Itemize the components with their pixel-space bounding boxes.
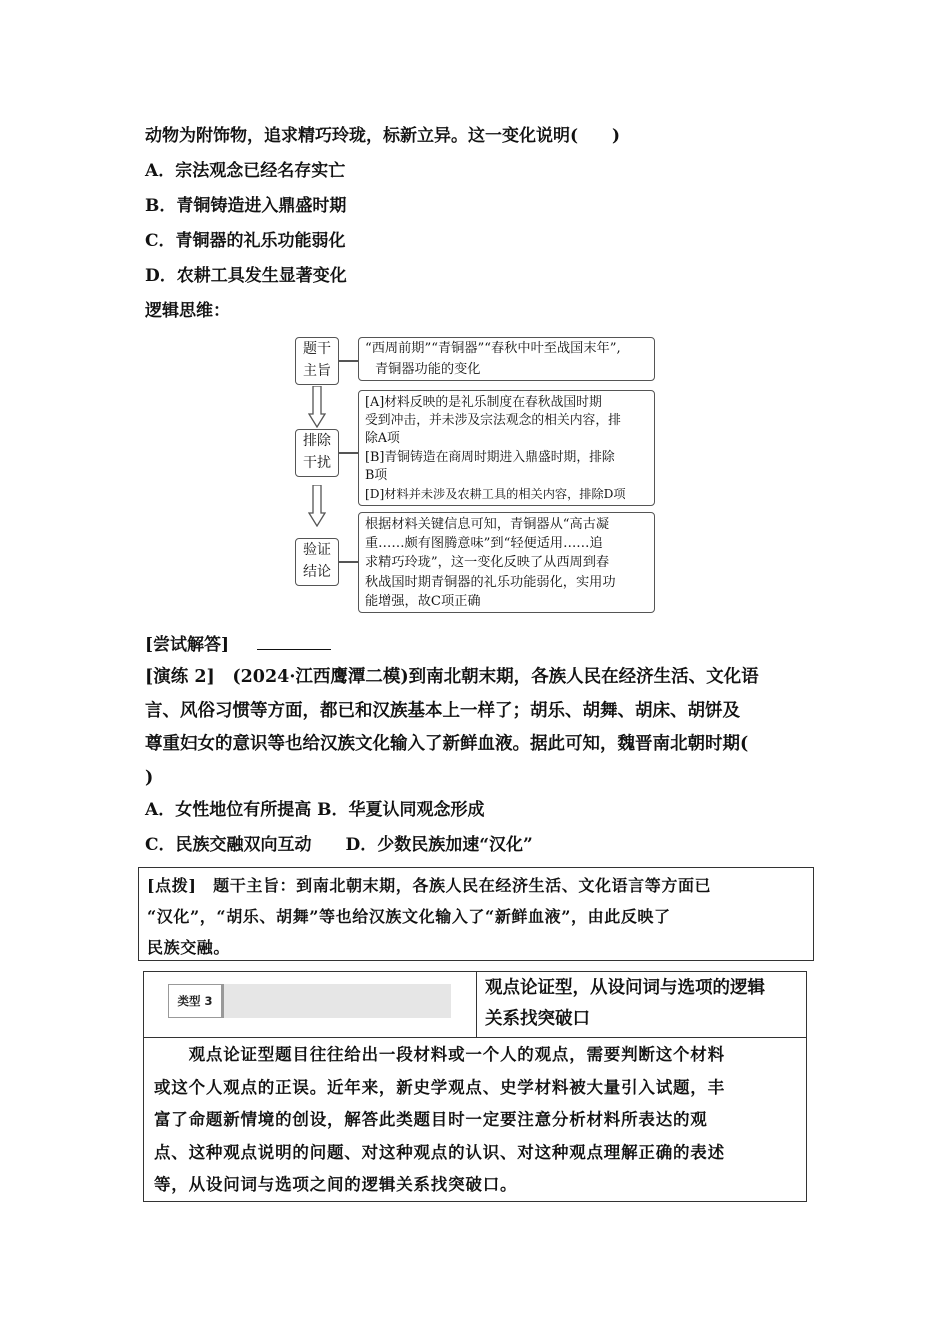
- question2-stem: [145, 661, 810, 795]
- type3-body-line: 观点论证型题目往往给出一段材料或一个人的观点，需要判断这个材料: [154, 1045, 725, 1064]
- flow-label-1b: 主旨: [303, 363, 331, 379]
- flow-text-box-3: [358, 512, 655, 613]
- flow-text-3-line: 根据材料关键信息可知，青铜器从“高古凝: [365, 517, 610, 532]
- type3-title-line: 关系找突破口: [485, 1009, 590, 1029]
- flow-label-box-2: [295, 429, 339, 477]
- flow-text-2-line: 受到冲击，并未涉及宗法观念的相关内容，排: [365, 413, 621, 429]
- flow-text-2-line: [B]青铜铸造在商周时期进入鼎盛时期，排除: [365, 449, 615, 465]
- option-c: C．青铜器的礼乐功能弱化: [145, 231, 346, 251]
- flow-connector-3: [339, 561, 358, 563]
- question2-line: ): [145, 767, 154, 788]
- type3-title: [477, 972, 806, 1038]
- flow-text-3: [359, 513, 654, 613]
- tip-box: [138, 867, 814, 961]
- flow-label-1a: 题干: [303, 341, 331, 357]
- type3-body-line: 富了命题新情境的创设，解答此类题目时一定要注意分析材料所表达的观: [154, 1110, 708, 1129]
- flow-text-2: [359, 391, 654, 505]
- question2-line: 言、风俗习惯等方面，都已和汉族基本上一样了；胡乐、胡舞、胡床、胡饼及: [145, 700, 740, 721]
- question2-options-row2: C．民族交融双向互动 D．少数民族加速“汉化”: [145, 835, 533, 855]
- type3-body-line: 等，从设问词与选项之间的逻辑关系找突破口。: [154, 1175, 518, 1194]
- down-arrow-icon: [308, 485, 326, 527]
- flow-text-2-line: [A]材料反映的是礼乐制度在春秋战国时期: [365, 395, 602, 410]
- flow-text-box-2: [358, 390, 655, 506]
- type3-table: [143, 971, 807, 1202]
- flow-label-3a: 验证: [303, 542, 331, 558]
- flow-text-1-line: 青铜器功能的变化: [375, 361, 481, 377]
- flow-text-3-line: 求精巧玲珑”，这一变化反映了从西周到春: [365, 555, 610, 571]
- flow-text-2-line: 除A项: [365, 431, 400, 447]
- question2-line: [演练 2] (2024·江西鹰潭二模)到南北朝末期，各族人民在经济生活、文化语: [145, 667, 759, 687]
- question-stem-tail: 动物为附饰物，追求精巧玲珑，标新立异。这一变化说明( ): [145, 126, 621, 146]
- flow-text-box-1: [358, 337, 655, 381]
- flow-connector-1: [339, 360, 358, 362]
- down-arrow-icon: [308, 386, 326, 428]
- type3-tag-badge: [168, 984, 224, 1018]
- option-a: A．宗法观念已经名存实亡: [145, 161, 346, 181]
- option-d: D．农耕工具发生显著变化: [145, 266, 347, 286]
- flow-label-3b: 结论: [303, 564, 331, 580]
- type3-body-line: 或这个人观点的正误。近年来，新史学观点、史学材料被大量引入试题，丰: [154, 1077, 725, 1097]
- type3-tag-cell: [144, 972, 477, 1038]
- flow-text-2-line: B项: [365, 467, 388, 483]
- tip-line: [点拨] 题干主旨：到南北朝末期，各族人民在经济生活、文化语言等方面已: [147, 876, 712, 895]
- flow-text-3-line: 重……颇有图腾意味”到“轻便适用……追: [365, 536, 603, 552]
- type3-body: [144, 1038, 806, 1201]
- type3-title-line: 观点论证型，从设问词与选项的逻辑: [485, 978, 765, 998]
- answer-label: [145, 631, 331, 657]
- flow-text-1-line: “西周前期”“青铜器”“春秋中叶至战国末年”,: [365, 341, 621, 356]
- answer-blank: [257, 631, 331, 650]
- answer-label-text: [尝试解答]: [145, 635, 230, 655]
- flow-label-2a: 排除: [303, 433, 331, 449]
- option-b: B．青铜铸造进入鼎盛时期: [145, 196, 347, 216]
- question2-line: 尊重妇女的意识等也给汉族文化输入了新鲜血液。据此可知，魏晋南北朝时期(: [145, 734, 749, 754]
- tip-line: “汉化”，“胡乐、胡舞”等也给汉族文化输入了“新鲜血液”，由此反映了: [147, 907, 671, 926]
- logic-label: 逻辑思维：: [145, 301, 230, 321]
- flow-label-2b: 干扰: [303, 455, 331, 471]
- flow-text-3-line: 能增强，故C项正确: [365, 593, 481, 609]
- flow-text-2-line: [D]材料并未涉及农耕工具的相关内容，排除D项: [365, 487, 626, 502]
- flow-text-3-line: 秋战国时期青铜器的礼乐功能弱化，实用功: [365, 574, 616, 590]
- type3-tag-text: 类型 3: [177, 994, 213, 1008]
- flow-text-1: [359, 338, 654, 382]
- type3-body-line: 点、这种观点说明的问题、对这种观点的认识、对这种观点理解正确的表述: [154, 1142, 725, 1162]
- flow-connector-2: [339, 452, 358, 454]
- question2-options-row1: A．女性地位有所提高 B．华夏认同观念形成: [145, 800, 485, 820]
- flow-label-box-3: [295, 538, 339, 586]
- flow-label-box-1: [295, 337, 339, 385]
- tip-line: 民族交融。: [147, 938, 231, 957]
